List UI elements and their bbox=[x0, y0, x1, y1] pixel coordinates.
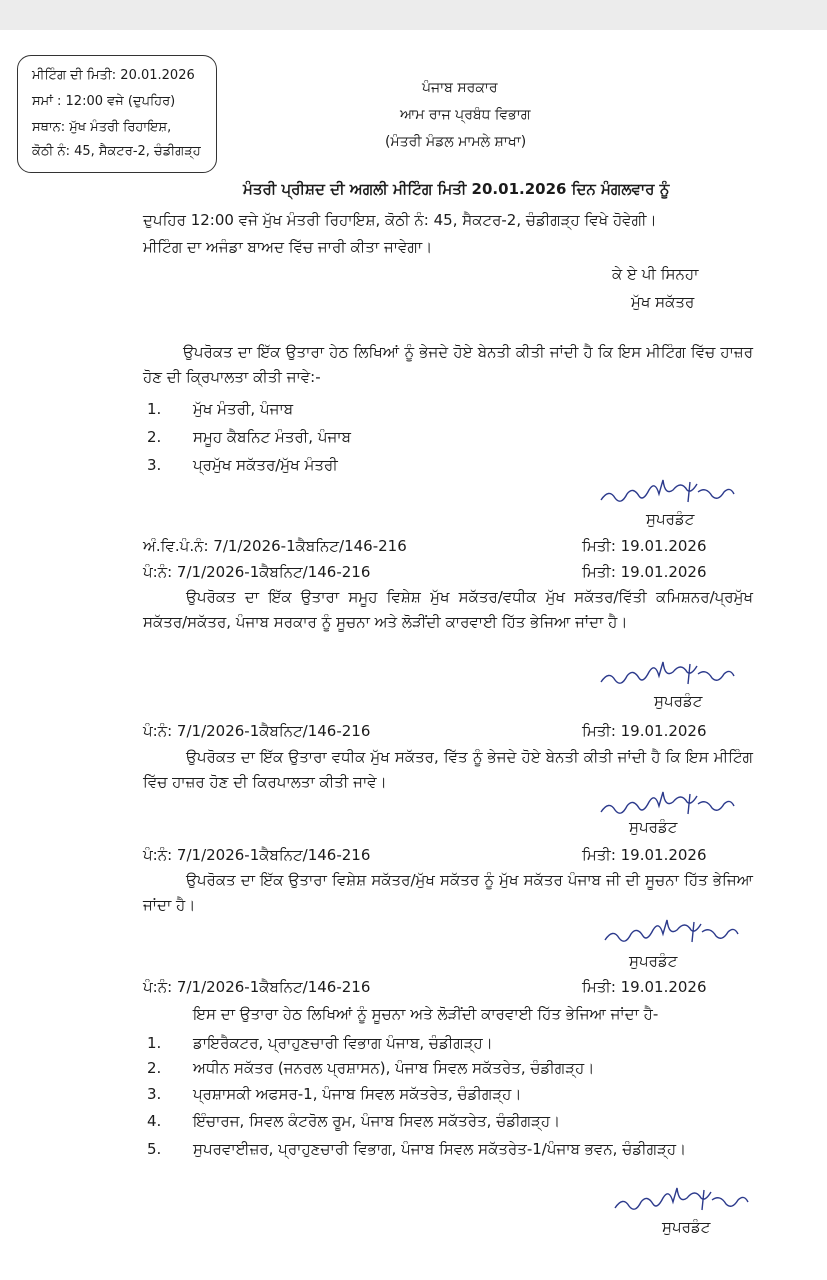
ref2-date: ਮਿਤੀ: 19.01.2026 bbox=[582, 563, 707, 581]
superintendent-title: ਸੁਪਰਡੰਟ bbox=[654, 692, 703, 710]
ref5-number: ਪੰ:ਨੰ: 7/1/2026-1ਕੈਬਨਿਟ/146-216 bbox=[143, 978, 371, 996]
meeting-address: ਕੋਠੀ ਨੰ: 45, ਸੈਕਟਰ-2, ਚੰਡੀਗੜ੍ਹ bbox=[32, 144, 201, 159]
copy1-item-text: ਪ੍ਰਮੁੱਖ ਸਕੱਤਰ/ਮੁੱਖ ਮੰਤਰੀ bbox=[193, 456, 338, 474]
copy1-item-text: ਮੁੱਖ ਮੰਤਰੀ, ਪੰਜਾਬ bbox=[193, 400, 294, 418]
ref2-number: ਪੰ:ਨੰ: 7/1/2026-1ਕੈਬਨਿਟ/146-216 bbox=[143, 563, 371, 581]
copy1-item-text: ਸਮੂਹ ਕੈਬਨਿਟ ਮੰਤਰੀ, ਪੰਜਾਬ bbox=[193, 428, 351, 446]
notice-line-1: ਮੰਤਰੀ ਪ੍ਰੀਸ਼ਦ ਦੀ ਅਗਲੀ ਮੀਟਿੰਗ ਮਿਤੀ 20.01.2026 ਦਿਨ ਮੰਗਲਵਾਰ ਨੂੰ bbox=[243, 180, 670, 198]
copy5-item-num: 1. bbox=[147, 1034, 162, 1052]
meeting-place: ਸਥਾਨ: ਮੁੱਖ ਮੰਤਰੀ ਰਿਹਾਇਸ਼, bbox=[32, 120, 172, 135]
copy5-item-num: 5. bbox=[147, 1140, 162, 1158]
ref3-date: ਮਿਤੀ: 19.01.2026 bbox=[582, 722, 707, 740]
ref3-number: ਪੰ:ਨੰ: 7/1/2026-1ਕੈਬਨਿਟ/146-216 bbox=[143, 722, 371, 740]
meeting-date: ਮੀਟਿੰਗ ਦੀ ਮਿਤੀ: 20.01.2026 bbox=[32, 68, 195, 83]
copy3-paragraph: ਉਪਰੋਕਤ ਦਾ ਇੱਕ ਉਤਾਰਾ ਵਧੀਕ ਮੁੱਖ ਸਕੱਤਰ, ਵਿੱਤ ਨੂੰ ਭੇਜਦੇ ਹੋਏ ਬੇਨਤੀ ਕੀਤੀ ਜਾਂਦੀ ਹੈ ਕਿ ਇਸ ਮੀਟਿੰਗ ਵਿੱਚ ਹਾਜ਼ਰ ਹੋਣ ਦੀ ਕਿਰਪਾਲਤਾ ਕੀਤੀ ਜਾਵੇ। bbox=[143, 748, 753, 791]
chief-secretary-name: ਕੇ ਏ ਪੀ ਸਿਨਹਾ bbox=[612, 265, 699, 283]
ref1-number: ਅੰ.ਵਿ.ਪੰ.ਨੰ: 7/1/2026-1ਕੈਬਨਿਟ/146-216 bbox=[143, 537, 407, 555]
meeting-time: ਸਮਾਂ : 12:00 ਵਜੇ (ਦੁਪਹਿਰ) bbox=[32, 94, 176, 109]
copy5-paragraph: ਇਸ ਦਾ ਉਤਾਰਾ ਹੇਠ ਲਿਖਿਆਂ ਨੂੰ ਸੂਚਨਾ ਅਤੇ ਲੋੜੀਂਦੀ ਕਾਰਵਾਈ ਹਿੱਤ ਭੇਜਿਆ ਜਾਂਦਾ ਹੈ- bbox=[193, 1005, 659, 1023]
signature-4 bbox=[602, 918, 772, 950]
copy2-paragraph: ਉਪਰੋਕਤ ਦਾ ਇੱਕ ਉਤਾਰਾ ਸਮੂਹ ਵਿਸ਼ੇਸ਼ ਮੁੱਖ ਸਕੱਤਰ/ਵਧੀਕ ਮੁੱਖ ਸਕੱਤਰ/ਵਿੱਤੀ ਕਮਿਸ਼ਨਰ/ਪ੍ਰਮੁੱਖ ਸਕੱਤਰ/ਸਕੱਤਰ, ਪੰਜਾਬ ਸਰਕਾਰ ਨੂੰ ਸੂਚਨਾ ਅਤੇ ਲੋੜੀਂਦੀ ਕਾਰਵਾਈ ਹਿੱਤ ਭੇਜਿਆ ਜਾਂਦਾ ਹੈ। bbox=[143, 588, 753, 631]
copy1-item-num: 3. bbox=[147, 456, 162, 474]
copy1-paragraph: ਉਪਰੋਕਤ ਦਾ ਇੱਕ ਉਤਾਰਾ ਹੇਠ ਲਿਖਿਆਂ ਨੂੰ ਭੇਜਦੇ ਹੋਏ ਬੇਨਤੀ ਕੀਤੀ ਜਾਂਦੀ ਹੈ ਕਿ ਇਸ ਮੀਟਿੰਗ ਵਿੱਚ ਹਾਜ਼ਰ ਹੋਣ ਦੀ ਕ੍ਰਿਪਾਲਤਾ ਕੀਤੀ ਜਾਵੇ:- bbox=[143, 343, 753, 386]
signature-5 bbox=[612, 1186, 782, 1218]
superintendent-title: ਸੁਪਰਡੰਟ bbox=[646, 510, 695, 528]
notice-line-2: ਦੁਪਹਿਰ 12:00 ਵਜੇ ਮੁੱਖ ਮੰਤਰੀ ਰਿਹਾਇਸ਼, ਕੋਠੀ ਨੰ: 45, ਸੈਕਟਰ-2, ਚੰਡੀਗੜ੍ਹ ਵਿਖੇ ਹੋਵੇਗੀ। bbox=[143, 211, 657, 229]
copy5-item-text: ਪ੍ਰਸ਼ਾਸਕੀ ਅਫਸਰ-1, ਪੰਜਾਬ ਸਿਵਲ ਸਕੱਤਰੇਤ, ਚੰਡੀਗੜ੍ਹ। bbox=[193, 1085, 522, 1103]
ref4-date: ਮਿਤੀ: 19.01.2026 bbox=[582, 846, 707, 864]
notice-line-3: ਮੀਟਿੰਗ ਦਾ ਅਜੰਡਾ ਬਾਅਦ ਵਿੱਚ ਜਾਰੀ ਕੀਤਾ ਜਾਵੇਗਾ। bbox=[143, 238, 433, 256]
copy5-item-text: ਅਧੀਨ ਸਕੱਤਰ (ਜਨਰਲ ਪ੍ਰਸ਼ਾਸਨ), ਪੰਜਾਬ ਸਿਵਲ ਸਕੱਤਰੇਤ, ਚੰਡੀਗੜ੍ਹ। bbox=[193, 1059, 595, 1077]
copy5-item-text: ਡਾਇਰੈਕਟਰ, ਪ੍ਰਾਹੁਣਚਾਰੀ ਵਿਭਾਗ ਪੰਜਾਬ, ਚੰਡੀਗੜ੍ਹ। bbox=[193, 1034, 493, 1052]
copy5-item-text: ਇੰਚਾਰਜ, ਸਿਵਲ ਕੰਟਰੋਲ ਰੂਮ, ਪੰਜਾਬ ਸਿਵਲ ਸਕੱਤਰੇਤ, ਚੰਡੀਗੜ੍ਹ। bbox=[193, 1112, 561, 1130]
copy5-item-num: 4. bbox=[147, 1112, 162, 1130]
superintendent-title: ਸੁਪਰਡੰਟ bbox=[629, 952, 678, 970]
meeting-info-box bbox=[17, 55, 217, 173]
ref1-date: ਮਿਤੀ: 19.01.2026 bbox=[582, 537, 707, 555]
copy5-item-num: 3. bbox=[147, 1085, 162, 1103]
signature-1 bbox=[598, 478, 768, 510]
superintendent-title: ਸੁਪਰਡੰਟ bbox=[662, 1218, 711, 1236]
copy1-item-num: 2. bbox=[147, 428, 162, 446]
superintendent-title: ਸੁਪਰਡੰਟ bbox=[629, 818, 678, 836]
copy5-item-num: 2. bbox=[147, 1059, 162, 1077]
signature-2 bbox=[598, 660, 768, 692]
copy1-item-num: 1. bbox=[147, 400, 162, 418]
chief-secretary-title: ਮੁੱਖ ਸਕੱਤਰ bbox=[631, 293, 695, 311]
header-government: ਪੰਜਾਬ ਸਰਕਾਰ bbox=[422, 80, 498, 96]
copy5-item-text: ਸੁਪਰਵਾਈਜ਼ਰ, ਪ੍ਰਾਹੁਣਚਾਰੀ ਵਿਭਾਗ, ਪੰਜਾਬ ਸਿਵਲ ਸਕੱਤਰੇਤ-1/ਪੰਜਾਬ ਭਵਨ, ਚੰਡੀਗੜ੍ਹ। bbox=[193, 1140, 687, 1158]
header-department: ਆਮ ਰਾਜ ਪ੍ਰਬੰਧ ਵਿਭਾਗ bbox=[400, 107, 531, 123]
copy4-paragraph: ਉਪਰੋਕਤ ਦਾ ਇੱਕ ਉਤਾਰਾ ਵਿਸ਼ੇਸ਼ ਸਕੱਤਰ/ਮੁੱਖ ਸਕੱਤਰ ਨੂੰ ਮੁੱਖ ਸਕੱਤਰ ਪੰਜਾਬ ਜੀ ਦੀ ਸੂਚਨਾ ਹਿੱਤ ਭੇਜਿਆ ਜਾਂਦਾ ਹੈ। bbox=[143, 871, 753, 914]
page-top-band bbox=[0, 0, 827, 30]
header-branch: (ਮੰਤਰੀ ਮੰਡਲ ਮਾਮਲੇ ਸ਼ਾਖਾ) bbox=[385, 134, 527, 150]
ref4-number: ਪੰ:ਨੰ: 7/1/2026-1ਕੈਬਨਿਟ/146-216 bbox=[143, 846, 371, 864]
ref5-date: ਮਿਤੀ: 19.01.2026 bbox=[582, 978, 707, 996]
signature-3 bbox=[598, 790, 768, 822]
